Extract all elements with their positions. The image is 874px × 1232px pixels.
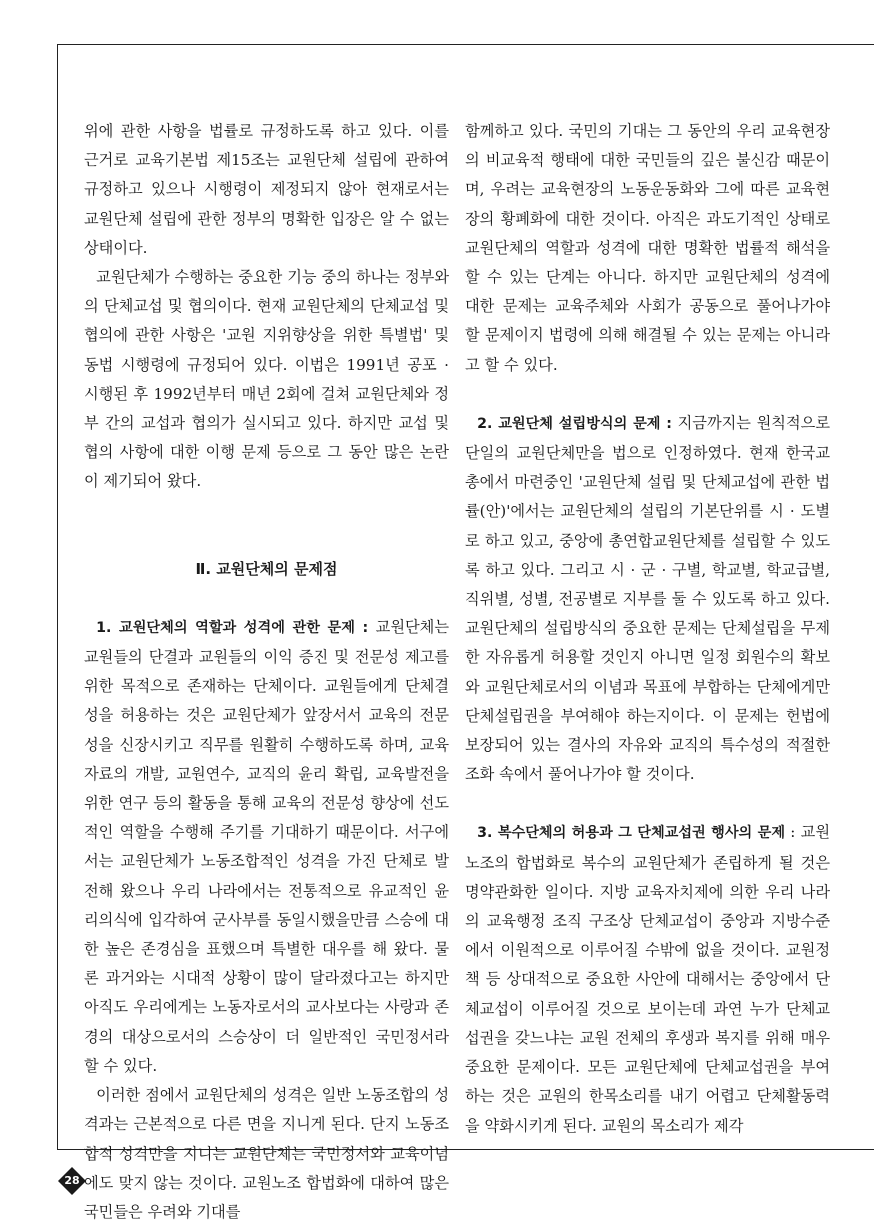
right-paragraph-1: 함께하고 있다. 국민의 기대는 그 동안의 우리 교육현장의 비교육적 행태에 대한 국민들의 깊은 불신감 때문이며, 우려는 교육현장의 노동운동화와 그에 따른 교육현장의 황폐화에 대한 것이다. 아직은 과도기적인 상태로 교원단체의 역할과 성격에 대한 명확한 법률적 해석을 할 수 있는 단계는 아니다. 하지만 교원단체의 성격에 대한 문제는 교육주체와 사회가 공동으로 풀어나가야 할 문제이지 법령에 의해 해결될 수 있는 문제는 아니라고 할 수 있다.: [465, 122, 830, 374]
left-paragraph-3: 이러한 점에서 교원단체의 성격은 일반 노동조합의 성격과는 근본적으로 다른 면을 지니게 된다. 단지 노동조합적 성격만을 지니는 교원단체는 국민정서와 교육이념에도 맞지 않는 것이다. 교원노조 합법화에 대하여 많은 국민들은 우려와 기대를: [84, 1086, 449, 1221]
left-column: [84, 117, 449, 1227]
subsection-2-heading: 2. 교원단체 설립방식의 문제 :: [477, 415, 672, 432]
subsection-2-body: 지금까지는 원칙적으로 단일의 교원단체만을 법으로 인정하였다. 현재 한국교총에서 마련중인 '교원단체 설립 및 단체교섭에 관한 법률(안)'에서는 교원단체의 설립의 기본단위를 시 · 도별로 하고 있고, 중앙에 총연합교원단체를 설립할 수 있도록 하고 있다. 그리고 시 · 군 · 구별, 학교별, 학교급별, 직위별, 성별, 전공별로 지부를 둘 수 있도록 하고 있다. 교원단체의 설립방식의 중요한 문제는 단체설립을 무제한 자유롭게 허용할 것인지 아니면 일정 회원수의 확보와 교원단체로서의 이념과 목표에 부합하는 단체에게만 단체설립권을 부여해야 하는지이다. 이 문제는 헌법에 보장되어 있는 결사의 자유와 교직의 특수성의 적절한 조화 속에서 풀어나가야 할 것이다.: [465, 413, 830, 784]
subsection-3-heading: 3. 복수단체의 허용과 그 단체교섭권 행사의 문제: [477, 825, 786, 842]
subsection-2-paragraph: [465, 409, 830, 790]
left-paragraph-1: 위에 관한 사항을 법률로 규정하도록 하고 있다. 이를 근거로 교육기본법 제15조는 교원단체 설립에 관하여 규정하고 있으나 시행령이 제정되지 않아 현재로서는 교원단체 설립에 관한 정부의 명확한 입장은 알 수 없는 상태이다.: [84, 122, 449, 257]
page-number: 28: [64, 1174, 80, 1187]
spacer: [465, 380, 830, 409]
subsection-1-heading: 1. 교원단체의 역할과 성격에 관한 문제 :: [96, 619, 369, 636]
spacer: [465, 789, 830, 818]
subsection-1-paragraph: [84, 613, 449, 1081]
spacer: [84, 526, 449, 555]
left-paragraph-2: 교원단체가 수행하는 중요한 기능 중의 하나는 정부와의 단체교섭 및 협의이다. 현재 교원단체의 단체교섭 및 협의에 관한 사항은 '교원 지위향상을 위한 특별법' 및 동법 시행령에 규정되어 있다. 이법은 1991년 공포 · 시행된 후 1992년부터 매년 2회에 걸쳐 교원단체와 정부 간의 교섭과 협의가 실시되고 있다. 하지만 교섭 및 협의 사항에 대한 이행 문제 등으로 그 동안 많은 논란이 제기되어 왔다.: [84, 268, 449, 491]
subsection-1-body: 교원단체는 교원들의 단결과 교원들의 이익 증진 및 전문성 제고를 위한 목적으로 존재하는 단체이다. 교원들에게 단체결성을 허용하는 것은 교원단체가 앞장서서 교육의 전문성을 신장시키고 직무를 원활히 수행하도록 하며, 교육자료의 개발, 교원연수, 교직의 윤리 확립, 교육발전을 위한 연구 등의 활동을 통해 교육의 전문성 향상에 선도적인 역할을 수행해 주기를 기대하기 때문이다. 서구에서는 교원단체가 노동조합적인 성격을 가진 단체로 발전해 왔으나 우리 나라에서는 전통적으로 유교적인 윤리의식에 입각하여 군사부를 동일시했을만큼 스승에 대한 높은 존경심을 표했으며 특별한 대우를 해 왔다. 물론 과거와는 시대적 상황이 많이 달라졌다고는 하지만 아직도 우리에게는 노동자로서의 교사보다는 사랑과 존경의 대상으로서의 스승상이 더 일반적인 국민정서라 할 수 있다.: [84, 617, 449, 1075]
subsection-3-paragraph: [465, 818, 830, 1140]
page-frame-left-rule: [57, 44, 58, 1149]
right-column: [465, 117, 830, 1141]
section-title: Ⅱ. 교원단체의 문제점: [195, 559, 338, 578]
spacer: [84, 584, 449, 613]
spacer: [84, 497, 449, 526]
subsection-3-body: : 교원노조의 합법화로 복수의 교원단체가 존립하게 될 것은 명약관화한 일이다. 지방 교육자치제에 의한 우리 나라의 교육행정 조직 구조상 단체교섭이 중앙과 지방수준에서 이원적으로 이루어질 수밖에 없을 것이다. 교원정책 등 상대적으로 중요한 사안에 대해서는 중앙에서 단체교섭이 이루어질 것으로 보이는데 과연 누가 단체교섭권을 갖느냐는 교원 전체의 후생과 복지를 위해 매우 중요한 문제이다. 모든 교원단체에 단체교섭권을 부여하는 것은 교원의 한목소리를 내기 어렵고 단체활동력을 약화시키게 된다. 교원의 목소리가 제각: [465, 823, 831, 1135]
page-frame-top-rule: [57, 44, 874, 45]
